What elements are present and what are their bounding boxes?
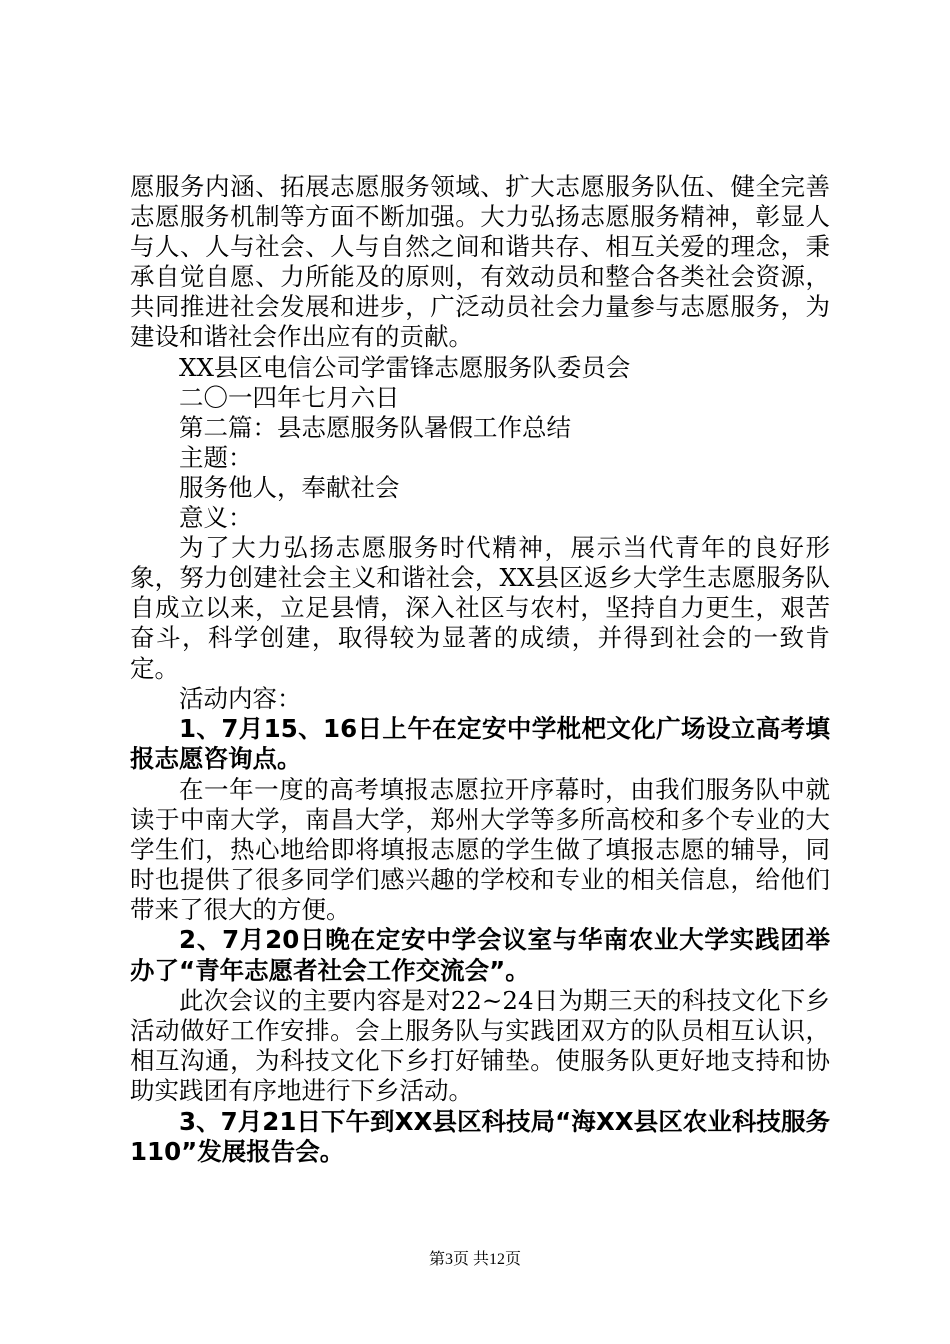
activity-2-heading: 2、7月20日晚在定安中学会议室与华南农业大学实践团举办了“青年志愿者社会工作交流会”。 xyxy=(130,925,830,985)
theme-label: 主题： xyxy=(179,442,253,472)
document-body xyxy=(130,172,830,1168)
activity-1-heading: 1、7月15、16日上午在定安中学枇杷文化广场设立高考填报志愿咨询点。 xyxy=(130,713,830,774)
activities-label: 活动内容： xyxy=(179,683,302,713)
signature-organization: XX县区电信公司学雷锋志愿服务队委员会 xyxy=(179,352,631,382)
paragraph-1: 愿服务内涵、拓展志愿服务领域、扩大志愿服务队伍、健全完善志愿服务机制等方面不断加强。大力弘扬志愿服务精神，彰显人与人、人与社会、人与自然之间和谐共存、相互关爱的理念，秉承自觉自愿、力所能及的原则，有效动员和整合各类社会资源，共同推进社会发展和进步，广泛动员社会力量参与志愿服务，为建设和谐社会作出应有的贡献。 xyxy=(130,172,830,352)
page-footer: 第3页 共12页 xyxy=(428,1251,521,1268)
meaning-text: 为了大力弘扬志愿服务时代精神，展示当代青年的良好形象，努力创建社会主义和谐社会，XX县区返乡大学生志愿服务队自成立以来，立足县情，深入社区与农村，坚持自力更生，艰苦奋斗，科学创建，取得较为显著的成绩，并得到社会的一致肯定。 xyxy=(130,533,830,683)
activity-2-text: 此次会议的主要内容是对22~24日为期三天的科技文化下乡活动做好工作安排。会上服务队与实践团双方的队员相互认识，相互沟通，为科技文化下乡打好铺垫。使服务队更好地支持和协助实践团有序地进行下乡活动。 xyxy=(130,986,830,1106)
section-title: 第二篇：县志愿服务队暑假工作总结 xyxy=(179,412,571,442)
activity-3-heading: 3、7月21日下午到XX县区科技局“海XX县区农业科技服务110”发展报告会。 xyxy=(130,1106,830,1167)
meaning-label: 意义： xyxy=(179,503,253,533)
activity-1-text: 在一年一度的高考填报志愿拉开序幕时，由我们服务队中就读于中南大学，南昌大学，郑州大学等多所高校和多个专业的大学生们，热心地给即将填报志愿的学生做了填报志愿的辅导，同时也提供了很多同学们感兴趣的学校和专业的相关信息，给他们带来了很大的方便。 xyxy=(130,774,830,925)
signature-date: 二〇一四年七月六日 xyxy=(179,382,400,412)
theme-text: 服务他人，奉献社会 xyxy=(179,472,400,502)
